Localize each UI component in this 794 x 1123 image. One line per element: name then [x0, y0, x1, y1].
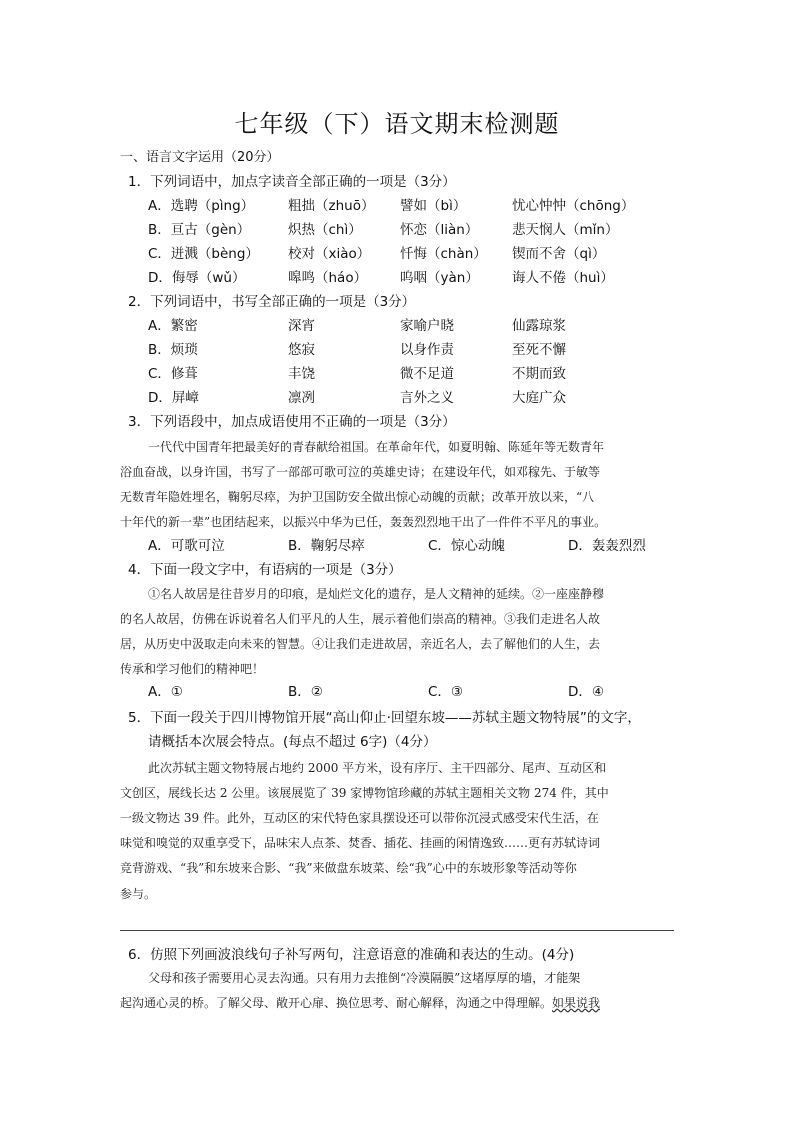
q2-option-c-1: C．修葺: [148, 366, 198, 382]
q2-option-b-1: B．烦琐: [148, 342, 198, 358]
q1-option-a-4: 忧心忡忡（chōng）: [512, 198, 635, 214]
q1-option-c-2: 校对（xiào）: [288, 246, 371, 262]
q5-passage-line: 文创区，展线长达 2 公里。该展展览了 39 家博物馆珍藏的苏轼主题相关文物 274 件，其中: [120, 786, 609, 800]
q5-passage-line: 此次苏轼主题文物特展占地约 2000 平方米，设有序厅、主干四部分、尾声、互动区和: [148, 761, 607, 775]
q1-option-d-3: 呜咽（yàn）: [400, 270, 479, 286]
question-5-stem: 5．下面一段关于四川博物馆开展“高山仰止·回望东坡——苏轼主题文物特展”的文字，: [128, 710, 641, 726]
q1-option-c-3: 忏悔（chàn）: [400, 246, 487, 262]
q2-option-b-3: 以身作责: [400, 342, 454, 358]
section-heading: 一、语言文字运用（20分）: [120, 150, 280, 165]
q3-passage-line: 十年代的新一辈”也团结起来，以振兴中华为已任，轰轰烈烈地干出了一件件不平凡的事业。: [120, 515, 607, 529]
q1-option-d-1: D．侮辱（wǔ）: [148, 270, 246, 286]
q3-option-d: D．轰轰烈烈: [568, 538, 646, 554]
q2-option-b-2: 悠寂: [288, 342, 315, 358]
q4-passage-line: 的名人故居，仿佛在诉说着名人们平凡的人生，展示着他们崇高的精神。③我们走进名人故: [120, 612, 601, 626]
q2-option-d-3: 言外之义: [400, 390, 454, 406]
q1-option-d-2: 嗥鸣（háo）: [288, 270, 368, 286]
q4-passage-line: 居，从历史中汲取走向未来的智慧。④让我们走进故居，亲近名人，去了解他们的人生，去: [120, 637, 601, 651]
q2-option-a-2: 深宵: [288, 318, 315, 334]
q3-passage-line: 无数青年隐姓埋名，鞠躬尽瘁，为护卫国防安全做出惊心动魄的贡献；改革开放以来，“八: [120, 490, 595, 504]
q1-option-b-2: 炽热（chì）: [288, 222, 362, 238]
question-4-stem: 4．下面一段文字中，有语病的一项是（3分）: [128, 562, 402, 578]
q1-option-a-2: 粗拙（zhuō）: [288, 198, 375, 214]
q5-passage-line: 参与。: [120, 887, 157, 901]
q2-option-d-1: D．屏嶂: [148, 390, 199, 406]
q1-option-d-4: 诲人不倦（huì）: [512, 270, 614, 286]
divider-line: [120, 930, 674, 931]
q2-option-a-3: 家喻户晓: [400, 318, 454, 334]
question-6-stem: 6．仿照下列画波浪线句子补写两句，注意语意的准确和表达的生动。(4分): [128, 947, 575, 963]
q4-option-b: B．②: [288, 684, 323, 700]
q3-option-a: A．可歌可泣: [148, 538, 225, 554]
q3-passage-line: 一代代中国青年把最美好的青春献给祖国。在革命年代，如夏明翰、陈延年等无数青年: [148, 440, 605, 454]
q2-option-c-4: 不期而致: [512, 366, 566, 382]
q2-option-d-4: 大庭广众: [512, 390, 566, 406]
q4-option-d: D．④: [568, 684, 604, 700]
question-2-stem: 2．下列词语中，书写全部正确的一项是（3分）: [128, 294, 416, 310]
q2-option-a-1: A．繁密: [148, 318, 198, 334]
q3-option-c: C．惊心动魄: [428, 538, 505, 554]
q6-passage-line: [120, 993, 600, 1013]
q1-option-a-3: 譬如（bì）: [400, 198, 467, 214]
q2-option-b-4: 至死不懈: [512, 342, 566, 358]
question-1-stem: 1．下列词语中，加点字读音全部正确的一项是（3分）: [128, 174, 456, 190]
q4-option-c: C．③: [428, 684, 464, 700]
q1-option-c-4: 锲而不舍（qì）: [512, 246, 606, 262]
q5-passage-line: 竞背游戏、“我”和东坡来合影、“我”来做盘东坡菜、绘“我”心中的东坡形象等活动等你: [120, 861, 577, 875]
q4-passage-line: ①名人故居是往昔岁月的印痕，是灿烂文化的遗存，是人文精神的延续。②一座座静穆: [148, 587, 605, 601]
q1-option-c-1: C．迸溅（bèng）: [148, 246, 259, 262]
q1-option-a-1: A．选聘（pìng）: [148, 198, 255, 214]
q4-option-a: A．①: [148, 684, 183, 700]
q1-option-b-1: B．亘古（gèn）: [148, 222, 251, 238]
q2-option-d-2: 凛冽: [288, 390, 315, 406]
q6-passage-line: 父母和孩子需要用心灵去沟通。只有用力去推倒“冷漠隔膜”这堵厚厚的墙，才能架: [148, 971, 581, 985]
page-title: 七年级（下）语文期末检测题: [234, 110, 560, 138]
q1-option-b-4: 悲天悯人（mǐn）: [512, 222, 619, 238]
q2-option-c-3: 微不足道: [400, 366, 454, 382]
question-3-stem: 3．下列语段中，加点成语使用不正确的一项是（3分）: [128, 414, 456, 430]
q2-option-a-4: 仙露琼浆: [512, 318, 566, 334]
q3-passage-line: 浴血奋战，以身许国，书写了一部部可歌可泣的英雄史诗；在建设年代，如邓稼先、于敏等: [120, 465, 601, 479]
q1-option-b-3: 怀恋（liàn）: [400, 222, 479, 238]
q5-passage-line: 一级文物达 39 件。此外，互动区的宋代特色家具摆设还可以带你沉浸式感受宋代生活，在: [120, 811, 599, 825]
question-5-stem-cont: 请概括本次展会特点。(每点不超过 6字)（4分）: [148, 734, 437, 750]
q6-wavy-underlined-text: 如果说我: [552, 996, 601, 1010]
q5-passage-line: 味觉和嗅觉的双重享受下，品味宋人点茶、焚香、插花、挂画的闲情逸致……更有苏轼诗词: [120, 836, 601, 850]
q6-passage-text: 起沟通心灵的桥。了解父母、敞开心扉、换位思考、耐心解释，沟通之中得理解。: [120, 996, 553, 1010]
q4-passage-line: 传承和学习他们的精神吧！: [120, 662, 265, 676]
q3-option-b: B．鞠躬尽瘁: [288, 538, 365, 554]
q2-option-c-2: 丰饶: [288, 366, 315, 382]
